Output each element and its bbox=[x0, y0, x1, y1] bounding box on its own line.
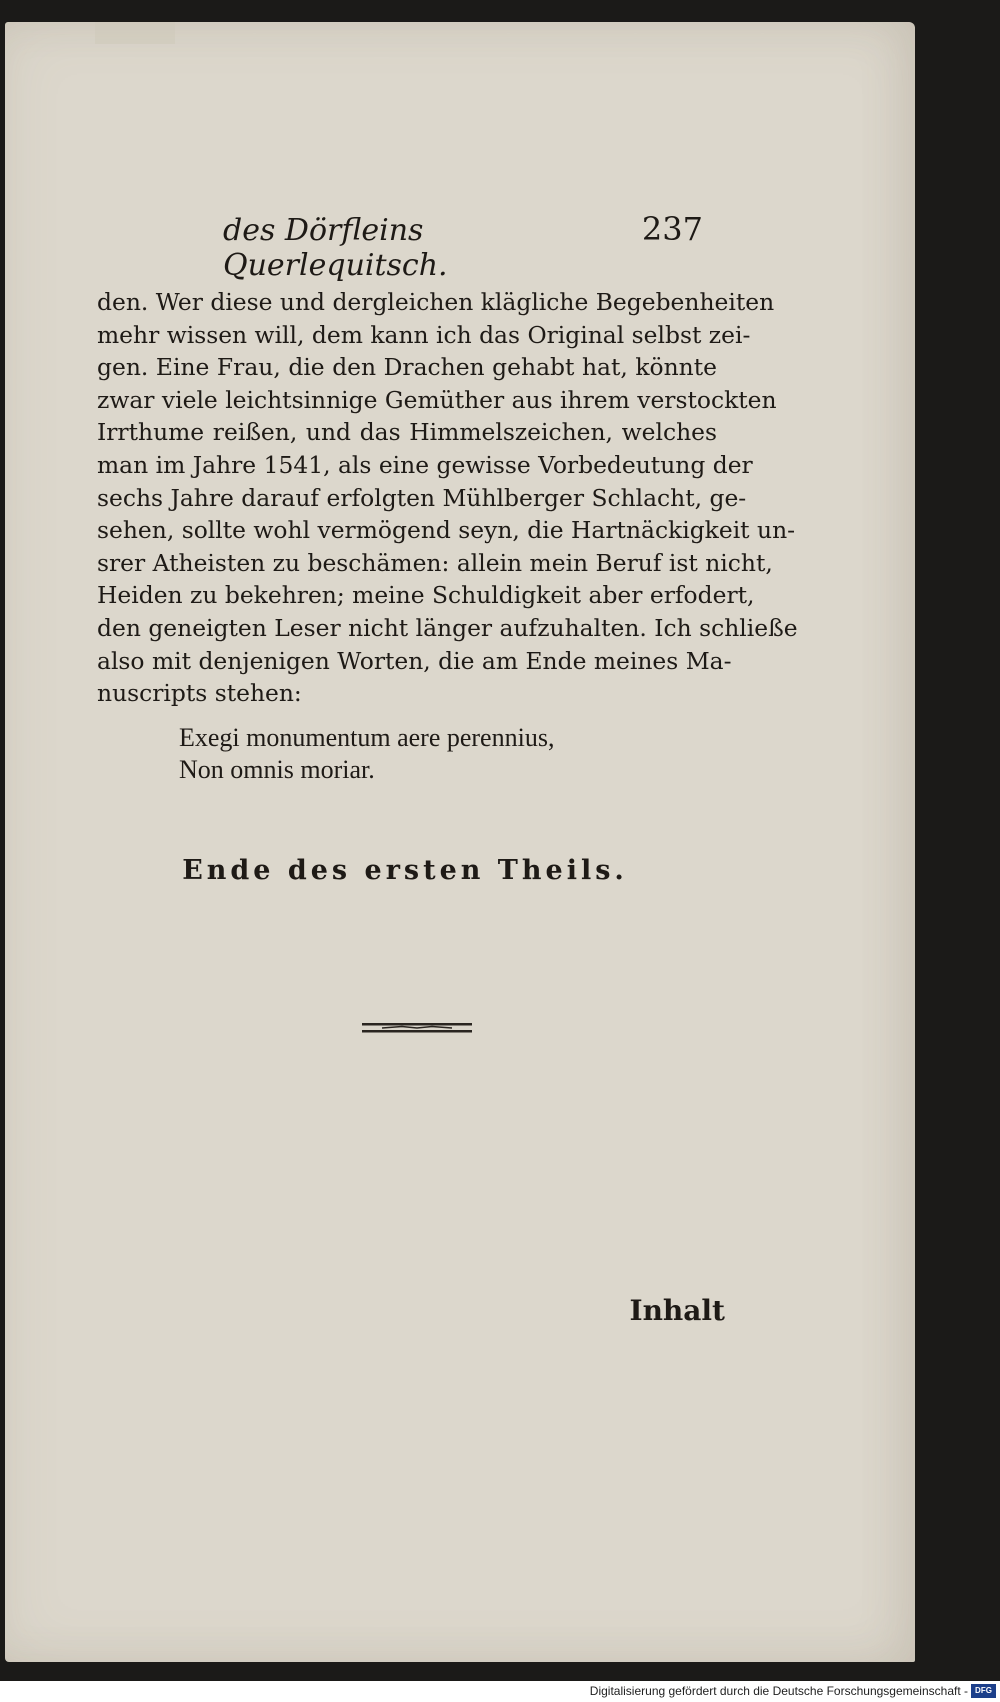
page-number: 237 bbox=[641, 210, 703, 248]
catchword: Inhalt bbox=[629, 1294, 725, 1327]
body-line: Heiden zu bekehren; meine Schuldigkeit aber erfodert, bbox=[97, 581, 755, 610]
page-header bbox=[223, 210, 703, 283]
footer-credit: Digitalisierung gefördert durch die Deutsche Forschungsgemeinschaft - bbox=[589, 1684, 968, 1698]
body-line: sehen, sollte wohl vermögend seyn, die Hartnäckigkeit un- bbox=[97, 516, 796, 545]
latin-quote bbox=[179, 722, 679, 786]
body-line: srer Atheisten zu beschämen: allein mein Beruf ist nicht, bbox=[97, 548, 773, 577]
body-line: also mit denjenigen Worten, die am Ende meines Ma- bbox=[97, 646, 732, 675]
digitization-footer bbox=[0, 1681, 1000, 1702]
paper-strip bbox=[95, 22, 175, 44]
ornamental-rule bbox=[362, 1022, 472, 1034]
body-line: den. Wer diese und dergleichen klägliche Begebenheiten bbox=[97, 288, 775, 316]
body-line: sechs Jahre darauf erfolgten Mühlberger Schlacht, ge- bbox=[97, 483, 747, 512]
body-line: gen. Eine Frau, die den Drachen gehabt hat, könnte bbox=[97, 353, 717, 382]
quote-line: Exegi monumentum aere perennius, bbox=[179, 723, 555, 752]
dfg-logo: DFG bbox=[971, 1684, 996, 1698]
body-line: zwar viele leichtsinnige Gemüther aus ihrem verstockten bbox=[97, 385, 777, 414]
body-line: den geneigten Leser nicht länger aufzuhalten. Ich schließe bbox=[97, 613, 798, 642]
body-text bbox=[97, 286, 798, 710]
body-line: mehr wissen will, dem kann ich das Original selbst zei- bbox=[97, 320, 751, 349]
body-line: Irrthume reißen, und das Himmelszeichen, welches bbox=[97, 418, 717, 447]
end-of-part-title: Ende des ersten Theils. bbox=[182, 855, 628, 886]
body-line: man im Jahre 1541, als eine gewisse Vorbedeutung der bbox=[97, 450, 753, 479]
running-title: des Dörfleins Querlequitsch. bbox=[223, 213, 448, 283]
body-line: nuscripts stehen: bbox=[97, 679, 302, 708]
book-page bbox=[5, 22, 915, 1662]
quote-line: Non omnis moriar. bbox=[179, 755, 375, 784]
